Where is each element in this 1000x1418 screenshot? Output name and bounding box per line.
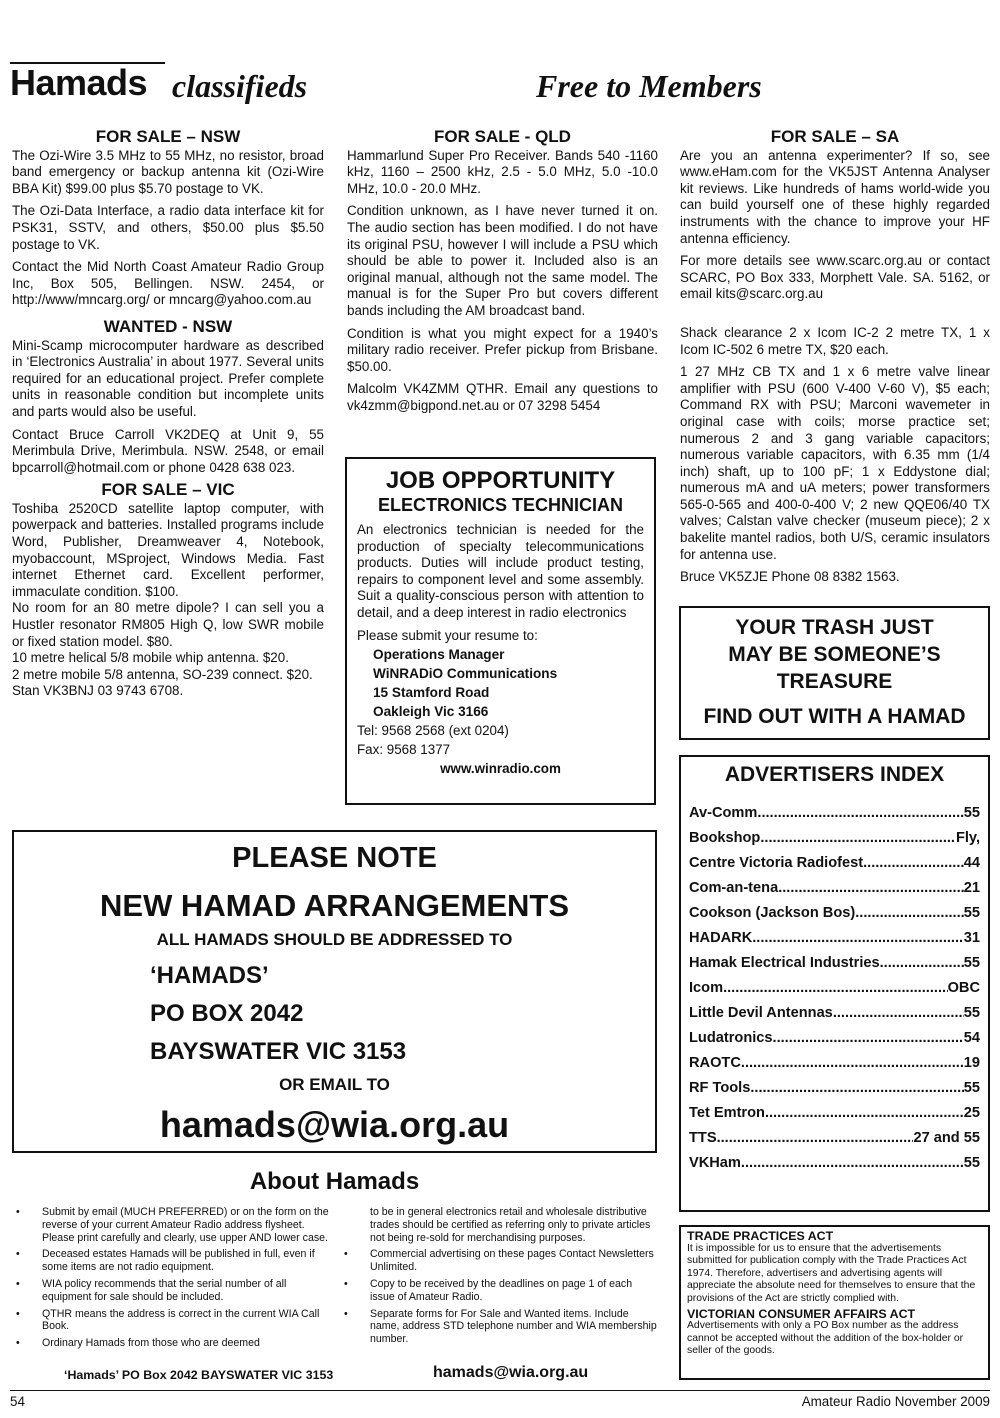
- advertiser-row: [689, 1080, 980, 1105]
- ad-text: Toshiba 2520CD satellite laptop computer, with powerpack and batteries. Installed programs include Word, Publisher, Dreamweaver 4, Notebook, myobaccount, MSproject, Windows Media. Fast internet Ethernet card. Excellent performer, immaculate condition. $100.: [12, 500, 324, 599]
- ad-text: For more details see www.scarc.org.au or contact SCARC, PO Box 333, Morphett Vale. SA. 5162, or email kits@scarc.org.au: [680, 253, 990, 302]
- leader-dots: [750, 1080, 963, 1096]
- leader-dots: [717, 1130, 914, 1146]
- leader-dots: [760, 830, 956, 846]
- job-description: An electronics technician is needed for the production of specialty telecommunications products. Duties will include product testing, repairs to component level and some assembly. Suit a quality-conscious person with attention to detail, and a deep interest in radio electronics: [357, 522, 644, 620]
- trade-text: It is impossible for us to ensure that the advertisements submitted for publication comply with the Trade Practices Act 1974. Therefore, advertisers and advertising agents will appreciate the absolute need for themselves to ensure that the provisions of the Act are strictly complied with.: [687, 1242, 976, 1304]
- leader-dots: [773, 1030, 964, 1046]
- consumer-text: Advertisements with only a PO Box number as the address cannot be accepted without the addition of the box-holder or seller of the goods.: [687, 1320, 964, 1357]
- advertiser-name: Hamak Electrical Industries: [689, 955, 880, 971]
- consumer-heading: VICTORIAN CONSUMER AFFAIRS ACT: [687, 1306, 916, 1321]
- job-fax: Fax: 9568 1377: [357, 741, 451, 757]
- job-address-line: Oakleigh Vic 3166: [373, 703, 489, 719]
- about-title: About Hamads: [249, 1168, 420, 1195]
- about-continuation: to be in general electronics retail and wholesale distributive trades should be certified as referring only to private articles not being re-sold for merchandising purposes.: [370, 1206, 651, 1244]
- about-rule: • QTHR means the address is correct in the current WIA Call Book.: [12, 1308, 330, 1334]
- advertiser-page: OBC: [947, 980, 980, 996]
- leader-dots: [880, 955, 964, 971]
- note-address-suburb: BAYSWATER VIC 3153: [150, 1038, 407, 1065]
- advertiser-name: Centre Victoria Radiofest: [689, 855, 864, 871]
- ad-text: Contact Bruce Carroll VK2DEQ at Unit 9, 55 Merimbula Drive, Merimbula. NSW. 2548, or email bpcarroll@hotmail.com or phone 0428 638 023.: [12, 426, 324, 475]
- about-rule: • Ordinary Hamads from those who are deemed: [12, 1337, 330, 1350]
- leader-dots: [723, 980, 948, 996]
- advertiser-row: [689, 1155, 980, 1180]
- job-address-line: 15 Stamford Road: [373, 684, 490, 700]
- job-website[interactable]: www.winradio.com: [440, 760, 561, 776]
- please-note-box: [12, 830, 657, 1153]
- job-title: JOB OPPORTUNITY: [385, 467, 616, 494]
- leader-dots: [855, 905, 964, 921]
- about-right-column: [340, 1206, 658, 1350]
- leader-dots: [833, 1005, 964, 1021]
- trash-treasure-box: [679, 606, 990, 740]
- magazine-issue: Amateur Radio November 2009: [801, 1394, 990, 1409]
- about-rule: • Submit by email (MUCH PREFERRED) or on the form on the reverse of your current Amateur Radio address flysheet. Please print carefully and clearly, use upper AND lower case.: [12, 1206, 330, 1244]
- advertiser-row: [689, 830, 980, 855]
- about-rule: • Separate forms for For Sale and Wanted items. Include name, address STD telephone number and WIA membership number.: [340, 1308, 658, 1346]
- advertiser-name: Cookson (Jackson Bos): [689, 905, 856, 921]
- ad-text: The Ozi-Data Interface, a radio data interface kit for PSK31, SSTV, and others, $50.00 plus $5.50 postage to VK.: [12, 203, 324, 252]
- ad-contact: Bruce VK5ZJE Phone 08 8382 1563.: [680, 569, 900, 585]
- advertiser-page: 55: [963, 1080, 980, 1096]
- ad-text: 2 metre mobile 5/8 antenna, SO-239 connect. $20.: [12, 666, 313, 682]
- advertisers-title: ADVERTISERS INDEX: [724, 763, 945, 786]
- advertiser-page: Fly,: [955, 830, 980, 846]
- advertiser-row: [689, 1055, 980, 1080]
- about-rule: • WIA policy recommends that the serial number of all equipment for sale should be included.: [12, 1278, 330, 1304]
- ad-text: 1 27 MHz CB TX and 1 x 6 metre valve linear amplifier with PSU (600 V-400 V-60 V), $5 each; Command RX with PSU; Marconi wavemeter in original case with coils; morse practice set; numerous 2 and 3 gang variable capacitors; numerous variable capacitors, with 6.35 mm (1/4 inch) shaft, up to 100 pF; 1 x Eddystone dial; numerous mA and uA meters; power transformers 565-0-565 and 400-0-400 V; 2 new QQE06/40 TX valves; Calstan valve checker (museum piece); 2 x bakelite mantel radios, both U/S, ceramic insulators for antenna use.: [680, 364, 990, 562]
- advertisers-index: [679, 755, 990, 1212]
- job-address-line: Operations Manager: [373, 646, 505, 662]
- advertiser-page: 55: [963, 1005, 980, 1021]
- advertiser-page: 31: [963, 930, 980, 946]
- brand-subtitle: classifieds: [172, 68, 308, 104]
- advertiser-row: [689, 805, 980, 830]
- advertiser-row: [689, 1105, 980, 1130]
- trash-line: MAY BE SOMEONE’S: [728, 643, 941, 666]
- advertiser-page: 55: [963, 905, 980, 921]
- advertiser-page: 44: [963, 855, 980, 871]
- ad-contact: Stan VK3BNJ 03 9743 6708.: [12, 683, 184, 699]
- about-left-column: [12, 1206, 330, 1354]
- ad-text: Condition unknown, as I have never turned it on. The audio section has been modified. I do not have its original PSU, however I will include a PSU which should be able to power it. Included also is an original manual, although not the same model. The manual is for the Super Pro but covers different bands including the AM broadcast band.: [347, 203, 658, 318]
- column-middle: [347, 127, 658, 421]
- advertiser-name: Tet Emtron: [689, 1105, 765, 1121]
- about-rule: • Copy to be received by the deadlines on page 1 of each issue of Amateur Radio.: [340, 1278, 658, 1304]
- section-title: FOR SALE - QLD: [434, 127, 571, 146]
- trade-practices-box: [679, 1225, 990, 1380]
- about-rule: • Commercial advertising on these pages Contact Newsletters Unlimited.: [340, 1248, 658, 1274]
- leader-dots: [863, 855, 964, 871]
- advertiser-name: HADARK: [689, 930, 753, 946]
- leader-dots: [741, 1155, 964, 1171]
- advertiser-page: 21: [963, 880, 980, 896]
- job-submit: Please submit your resume to:: [357, 627, 538, 643]
- ad-text: No room for an 80 metre dipole? I can sell you a Hustler resonator RM805 High Q, low SWR mobile or fixed station model. $80.: [12, 600, 324, 649]
- trash-line: YOUR TRASH JUST: [735, 616, 934, 639]
- advertiser-page: 54: [963, 1030, 980, 1046]
- job-opportunity-box: [345, 457, 656, 805]
- leader-dots: [765, 1105, 964, 1121]
- advertiser-name: Av-Comm: [689, 805, 758, 821]
- advertiser-row: [689, 1030, 980, 1055]
- section-title: FOR SALE – VIC: [101, 480, 235, 500]
- ad-text: 10 metre helical 5/8 mobile whip antenna. $20.: [12, 650, 289, 666]
- column-right: [680, 127, 990, 592]
- ad-text: Shack clearance 2 x Icom IC-2 2 metre TX, 1 x Icom IC-502 6 metre TX, $20 each.: [680, 324, 990, 357]
- section-title: FOR SALE – SA: [770, 127, 900, 146]
- section-title: WANTED - NSW: [103, 316, 233, 336]
- advertiser-name: RAOTC: [689, 1055, 741, 1071]
- advertiser-page: 55: [963, 805, 980, 821]
- leader-dots: [778, 880, 964, 896]
- trash-line: FIND OUT WITH A HAMAD: [703, 705, 966, 728]
- note-address-box: PO BOX 2042: [150, 1000, 304, 1027]
- job-tel: Tel: 9568 2568 (ext 0204): [357, 722, 509, 738]
- advertiser-name: TTS: [689, 1130, 717, 1146]
- advertiser-name: Icom: [689, 980, 724, 996]
- free-to-members: Free to Members: [536, 68, 762, 104]
- advertiser-page: 55: [963, 1155, 980, 1171]
- ad-text: The Ozi-Wire 3.5 MHz to 55 MHz, no resistor, broad band emergency or backup antenna kit (Ozi-Wire BBA Kit) $99.00 plus $5.70 postage to VK.: [12, 147, 324, 196]
- advertiser-page: 25: [963, 1105, 980, 1121]
- advertiser-page: 19: [963, 1055, 980, 1071]
- advertiser-row: [689, 905, 980, 930]
- advertiser-row: [689, 980, 980, 1005]
- leader-dots: [752, 930, 964, 946]
- job-address-line: WiNRADiO Communications: [373, 665, 558, 681]
- advertiser-name: Little Devil Antennas: [689, 1005, 833, 1021]
- brand-title: Hamads: [10, 62, 148, 103]
- hamads-footer-email[interactable]: hamads@wia.org.au: [433, 1364, 589, 1381]
- advertiser-name: Bookshop: [689, 830, 761, 846]
- advertiser-name: Com-an-tena: [689, 880, 779, 896]
- advertiser-row: [689, 855, 980, 880]
- hamads-footer-address: ‘Hamads’ PO Box 2042 BAYSWATER VIC 3153: [64, 1368, 334, 1382]
- ad-text: Hammarlund Super Pro Receiver. Bands 540 -1160 kHz, 1160 – 2500 kHz, 2.5 - 5.0 MHz, 5.0 -10.0 MHz, 10.0 - 20.0 MHz.: [347, 147, 658, 196]
- advertiser-name: Ludatronics: [689, 1030, 773, 1046]
- advertiser-row: [689, 930, 980, 955]
- section-title: FOR SALE – NSW: [95, 127, 241, 146]
- advertiser-name: VKHam: [689, 1155, 741, 1171]
- leader-dots: [741, 1055, 964, 1071]
- advertiser-row: [689, 1005, 980, 1030]
- ad-text: Are you an antenna experimenter? If so, see www.eHam.com for the VK5JST Antenna Analyser kit reviews. Like hundreds of hams world-wide you can build yourself one of these highly regarded instruments with the chance to improve your HF antenna efficiency.: [680, 147, 990, 246]
- leader-dots: [757, 805, 963, 821]
- trade-heading: TRADE PRACTICES ACT: [687, 1229, 834, 1243]
- about-rule: • Deceased estates Hamads will be published in full, even if some items are not radio equipment.: [12, 1248, 330, 1274]
- job-subtitle: ELECTRONICS TECHNICIAN: [377, 495, 623, 515]
- note-subheading: NEW HAMAD ARRANGEMENTS: [100, 888, 569, 923]
- advertiser-row: [689, 955, 980, 980]
- advertiser-page: 27 and 55: [913, 1130, 980, 1146]
- page-number: 54: [10, 1394, 25, 1409]
- advertiser-row: [689, 880, 980, 905]
- note-or-email: OR EMAIL TO: [279, 1075, 390, 1094]
- note-instruction: ALL HAMADS SHOULD BE ADDRESSED TO: [156, 930, 513, 949]
- ad-text: Condition is what you might expect for a 1940’s military radio receiver. Prefer pickup from Brisbane. $50.00.: [347, 325, 658, 374]
- note-heading: PLEASE NOTE: [232, 842, 437, 874]
- column-left: [12, 127, 324, 700]
- footer-rule: [10, 1390, 990, 1391]
- advertiser-page: 55: [963, 955, 980, 971]
- ad-text: Contact the Mid North Coast Amateur Radio Group Inc, Box 505, Bellingen. NSW. 2454, or http://www/mncarg.org/ or mncarg@yahoo.com.au: [12, 259, 324, 308]
- ad-text: Malcolm VK4ZMM QTHR. Email any questions to vk4zmm@bigpond.net.au or 07 3298 5454: [347, 381, 658, 413]
- advertisers-list: [689, 805, 980, 1180]
- trash-line: TREASURE: [776, 670, 893, 693]
- advertiser-name: RF Tools: [689, 1080, 751, 1096]
- advertiser-row: [689, 1130, 980, 1155]
- note-email[interactable]: hamads@wia.org.au: [159, 1104, 510, 1145]
- note-address-name: ‘HAMADS’: [150, 962, 269, 989]
- ad-text: Mini-Scamp microcomputer hardware as described in ‘Electronics Australia’ in about 1977. Several units required for an educational project. Prefer complete units in reasonable condition but incomplete units and parts would also be useful.: [12, 337, 324, 419]
